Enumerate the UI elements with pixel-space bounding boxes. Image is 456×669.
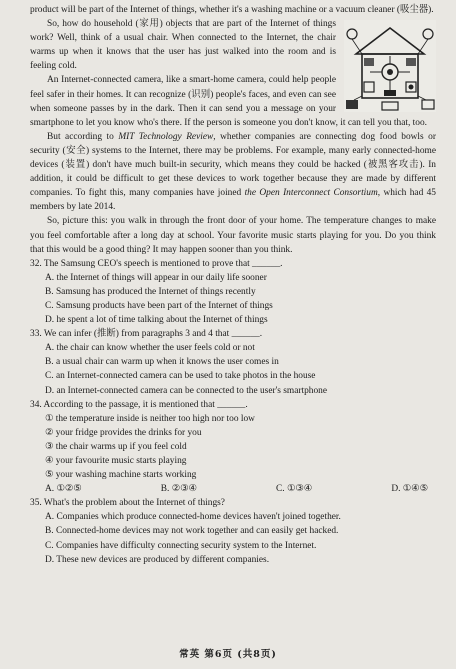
question-33 — [30, 327, 436, 397]
answer-choice: D. ①④⑤ — [391, 484, 428, 495]
question-stem: 35. What's the problem about the Internet of things? — [30, 498, 225, 509]
passage-paragraph-2: An Internet-connected camera, like a smart-home camera, could help people feel safer in their homes. It can recognize (识别) people's faces, and even can see when someone passes by in the dark. Then it can send you a message on your smartphone to let you know who's there. If the person is someone you don't know, it can tell you that, too. — [30, 75, 427, 128]
question-stem: 32. The Samsung CEO's speech is mentioned to prove that ______. — [30, 258, 283, 269]
question-35 — [30, 496, 436, 566]
question-stem: 34. According to the passage, it is mentioned that ______. — [30, 399, 248, 410]
passage-paragraph-3: But according to MIT Technology Review, whether companies are connecting dog food bowls or security (安全) systems to the Internet, there may be problems. For example, many early connected-home devices (装置) don't have much built-in security, which means they could be hacked (被黑客攻击). In addition, it could be difficult to get these devices to work together because they are made by different companies. To fight this, many companies have joined the Open Interconnect Consortium, which had 45 members by late 2014. — [30, 131, 436, 213]
answer-choice: A. ①②⑤ — [45, 484, 82, 495]
question-option: B. Connected-home devices may not work together and can easily get hacked. — [45, 526, 339, 537]
question-statement: ⑤ your washing machine starts working — [45, 470, 197, 481]
answer-choice: B. ②③④ — [160, 484, 197, 495]
passage-paragraph-0: product will be part of the Internet of things, whether it's a washing machine or a vacuum cleaner (吸尘器). — [30, 5, 434, 15]
question-option: A. the chair can know whether the user feels cold or not — [45, 343, 255, 354]
question-option: D. he spent a lot of time talking about the Internet of things — [45, 315, 268, 326]
question-option: C. an Internet-connected camera can be used to take photos in the house — [45, 371, 316, 382]
passage-paragraph-1: So, how do household (家用) objects that are part of the Internet of things work? Well, think of a usual chair. When connected to the Internet, the chair warms up when it knows that the user has just walked into the room and is feeling cold. — [30, 19, 336, 72]
question-statement: ③ the chair warms up if you feel cold — [45, 441, 187, 452]
page-footer: 常英 第6页 (共8页) — [179, 649, 277, 660]
source-title: MIT Technology Review — [118, 131, 214, 142]
question-34 — [30, 398, 436, 497]
question-option: C. Companies have difficulty connecting security system to the Internet. — [45, 540, 317, 551]
answer-choice: C. ①③④ — [276, 484, 313, 495]
question-option: D. These new devices are produced by different companies. — [45, 554, 270, 565]
question-stem: 33. We can infer (推断) from paragraphs 3 and 4 that ______. — [30, 329, 263, 340]
question-32 — [30, 257, 436, 327]
question-option: B. Samsung has produced the Internet of things recently — [45, 286, 256, 297]
smart-home-illustration — [344, 20, 436, 112]
question-option: D. an Internet-connected camera can be connected to the user's smartphone — [45, 385, 328, 396]
question-option: B. a usual chair can warm up when it knows the user comes in — [45, 357, 279, 368]
question-option: A. Companies which produce connected-home devices haven't joined together. — [45, 512, 341, 523]
question-statement: ① the temperature inside is neither too high nor too low — [45, 413, 255, 424]
question-statement: ② your fridge provides the drinks for you — [45, 427, 202, 438]
consortium-name: the Open Interconnect Consortium — [244, 188, 378, 199]
answer-choices — [30, 482, 436, 496]
question-statement: ④ your favourite music starts playing — [45, 456, 187, 466]
question-option: C. Samsung products have been part of the Internet of things — [45, 300, 273, 311]
passage-paragraph-4: So, picture this: you walk in through the front door of your home. The temperature changes to make you feel comfortable after a long day at school. Your favorite music starts playing for you. Do you think that this would be a good thing? It may happen sooner than you think. — [30, 216, 436, 255]
question-option: A. the Internet of things will appear in our daily life sooner — [45, 272, 267, 283]
